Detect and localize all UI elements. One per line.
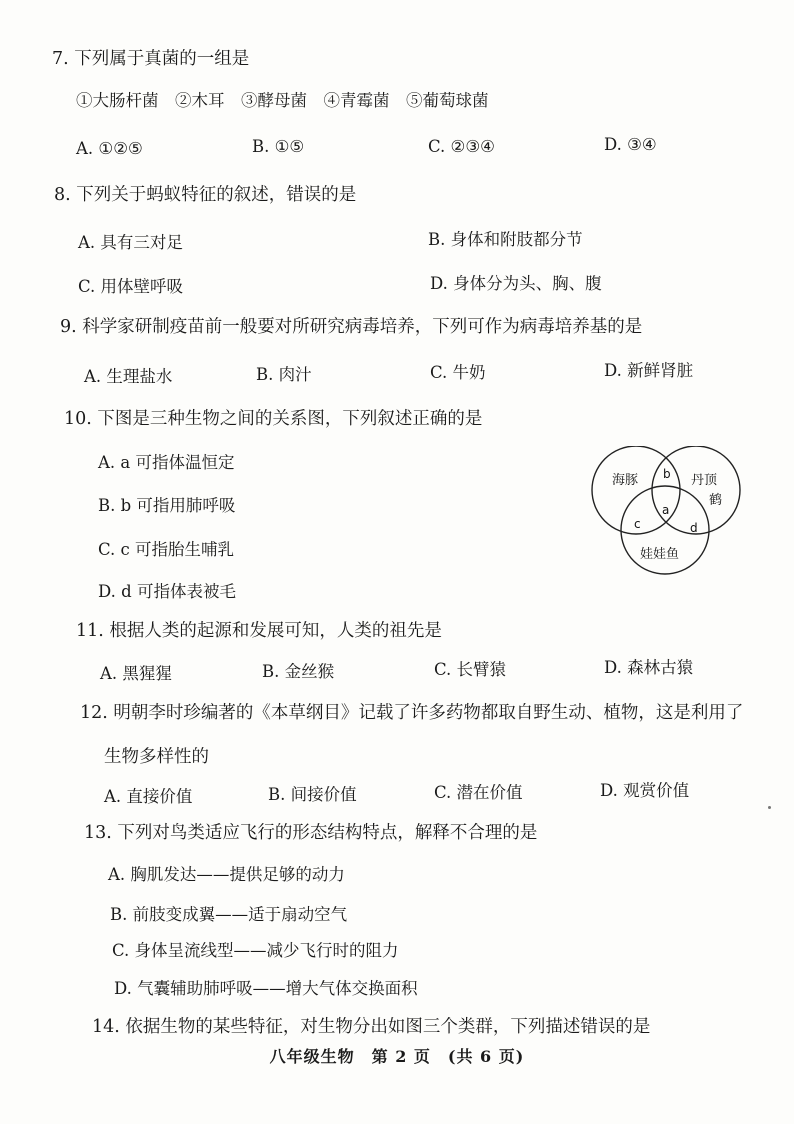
q7-option-d[interactable]: D. ③④ (604, 135, 657, 154)
question-13-stem: 13. 下列对鸟类适应飞行的形态结构特点，解释不合理的是 (84, 823, 538, 843)
question-12-stem: 12. 明朝李时珍编著的《本草纲目》记载了许多药物都取自野生动、植物，这是利用了 (80, 703, 744, 723)
q11-option-a[interactable]: A. 黑猩猩 (100, 664, 172, 683)
q12-option-d[interactable]: D. 观赏价值 (600, 781, 690, 800)
question-12-stem-cont: 生物多样性的 (104, 747, 209, 767)
q12-option-b[interactable]: B. 间接价值 (268, 785, 357, 804)
q9-option-c[interactable]: C. 牛奶 (430, 363, 486, 382)
venn-region-d: d (690, 521, 698, 535)
venn-label-salamander: 娃娃鱼 (640, 547, 680, 562)
q8-option-b[interactable]: B. 身体和附肢都分节 (428, 230, 583, 249)
page-footer: 八年级生物 第 2 页 (共 6 页) (269, 1047, 525, 1066)
q10-option-d[interactable]: D. d 可指体表被毛 (98, 582, 236, 601)
question-8-stem: 8. 下列关于蚂蚁特征的叙述，错误的是 (54, 185, 357, 205)
q13-option-b[interactable]: B. 前肢变成翼——适于扇动空气 (110, 905, 348, 924)
q13-option-a[interactable]: A. 胸肌发达——提供足够的动力 (108, 865, 345, 884)
q13-option-d[interactable]: D. 气囊辅助肺呼吸——增大气体交换面积 (114, 979, 418, 998)
q10-option-b[interactable]: B. b 可指用肺呼吸 (98, 496, 236, 515)
q8-option-a[interactable]: A. 具有三对足 (78, 233, 183, 252)
q12-option-c[interactable]: C. 潜在价值 (434, 783, 523, 802)
q7-option-b[interactable]: B. ①⑤ (252, 137, 305, 156)
venn-label-dolphin: 海豚 (612, 473, 639, 488)
q9-option-b[interactable]: B. 肉汁 (256, 365, 312, 384)
question-11-stem: 11. 根据人类的起源和发展可知，人类的祖先是 (76, 621, 442, 641)
q13-option-c[interactable]: C. 身体呈流线型——减少飞行时的阻力 (112, 941, 399, 960)
q10-option-c[interactable]: C. c 可指胎生哺乳 (98, 540, 235, 559)
q11-option-c[interactable]: C. 长臂猿 (434, 660, 507, 679)
venn-label-crane-1: 丹顶 (691, 473, 718, 488)
q9-option-a[interactable]: A. 生理盐水 (84, 367, 173, 386)
question-10-stem: 10. 下图是三种生物之间的关系图，下列叙述正确的是 (64, 409, 483, 429)
venn-region-b: b (663, 467, 671, 481)
q7-option-a[interactable]: A. ①②⑤ (76, 139, 143, 158)
question-7-stem: 7. 下列属于真菌的一组是 (52, 49, 250, 69)
question-14-stem: 14. 依据生物的某些特征，对生物分出如图三个类群，下列描述错误的是 (92, 1017, 651, 1037)
q11-option-b[interactable]: B. 金丝猴 (262, 662, 335, 681)
venn-region-c: c (634, 517, 641, 531)
q11-option-d[interactable]: D. 森林古猿 (604, 658, 694, 677)
venn-label-crane-2: 鹤 (709, 493, 723, 508)
q7-option-c[interactable]: C. ②③④ (428, 137, 495, 156)
question-9-stem: 9. 科学家研制疫苗前一般要对所研究病毒培养，下列可作为病毒培养基的是 (60, 317, 643, 337)
venn-region-a: a (662, 503, 670, 517)
q12-option-a[interactable]: A. 直接价值 (104, 787, 193, 806)
venn-diagram (590, 446, 750, 576)
q9-option-d[interactable]: D. 新鲜肾脏 (604, 361, 694, 380)
q8-option-c[interactable]: C. 用体壁呼吸 (78, 277, 184, 296)
question-7-items: ①大肠杆菌 ②木耳 ③酵母菌 ④青霉菌 ⑤葡萄球菌 (76, 91, 489, 110)
scan-speck (768, 806, 771, 809)
q8-option-d[interactable]: D. 身体分为头、胸、腹 (430, 274, 602, 293)
q10-option-a[interactable]: A. a 可指体温恒定 (98, 453, 235, 472)
